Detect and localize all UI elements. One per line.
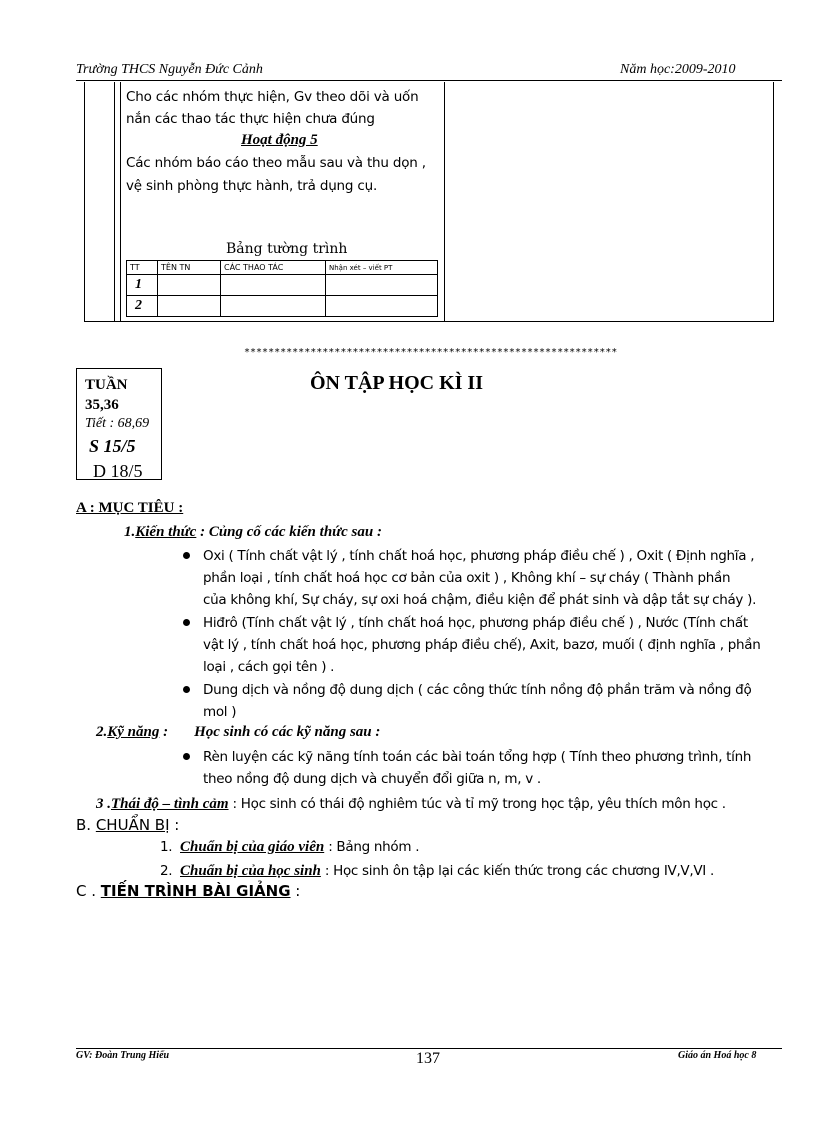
section-b-heading <box>76 816 179 834</box>
report-header-cell: TÊN TN <box>158 261 221 275</box>
header-rule <box>76 80 782 81</box>
knowledge-item-1-line: phần loại , tính chất hoá học cơ bản của oxit ) , Không khí – sự cháy ( Thành phần <box>203 570 731 586</box>
knowledge-item-1 <box>203 545 783 611</box>
section-c-heading <box>76 882 300 900</box>
week-box <box>76 368 162 480</box>
row-number: 2 <box>127 296 158 317</box>
attitude-num: 3 . <box>96 796 111 812</box>
skill-rest: Học sinh có các kỹ năng sau : <box>194 724 381 740</box>
prep-item-num: 1. <box>160 839 173 855</box>
knowledge-num: 1. <box>124 524 136 540</box>
attitude-line <box>96 793 726 815</box>
row-number: 1 <box>127 275 158 296</box>
skill-colon: : <box>159 724 169 740</box>
instruction-line-3: Các nhóm báo cáo theo mẫu sau và thu dọn , <box>126 155 426 171</box>
knowledge-item-2-line: vật lý , tính chất hoá học, phương pháp điều chế), Axit, bazơ, muối ( định nghĩa , phần <box>203 637 761 653</box>
skill-heading <box>96 724 380 741</box>
section-a-label: A : MỤC TIÊU : <box>76 500 184 516</box>
school-name: Trường THCS Nguyễn Đức Cảnh <box>76 62 263 77</box>
report-header-cell: CÁC THAO TÁC <box>221 261 326 275</box>
page-title: ÔN TẬP HỌC KÌ II <box>310 372 483 394</box>
report-title: Bảng tường trình <box>226 241 348 257</box>
knowledge-item-1-line: của không khí, Sự cháy, sự oxi hoá chậm, điều kiện để phát sinh và dập tắt sự cháy ). <box>203 592 757 608</box>
lesson-table <box>84 82 774 322</box>
skill-item-line: Rèn luyện các kỹ năng tính toán các bài toán tổng hợp ( Tính theo phương trình, tính <box>203 749 752 765</box>
prep-item-label: Chuẩn bị của giáo viên <box>180 839 325 855</box>
bullet-icon <box>183 686 190 693</box>
school-year: Năm học:2009-2010 <box>620 62 736 77</box>
activity-heading: Hoạt động 5 <box>241 132 318 148</box>
attitude-rest: : Học sinh có thái độ nghiêm túc và tỉ mỹ trong học tập, yêu thích môn học . <box>228 796 726 812</box>
knowledge-rest: : Củng cố các kiến thức sau : <box>196 524 382 540</box>
bullet-icon <box>183 753 190 760</box>
skill-label: Kỹ năng <box>107 724 160 740</box>
skill-item <box>203 746 783 790</box>
prep-item-rest: : Bảng nhóm . <box>324 839 420 855</box>
bullet-icon <box>183 552 190 559</box>
section-c-suffix: : <box>290 882 301 900</box>
footer-rule <box>76 1048 782 1049</box>
knowledge-item-3-line: mol ) <box>203 704 237 720</box>
attitude-label: Thái độ – tình cảm <box>111 796 229 812</box>
footer-book: Giáo án Hoá học 8 <box>678 1050 757 1061</box>
instruction-line-1: Cho các nhóm thực hiện, Gv theo dõi và uốn <box>126 89 419 105</box>
table-row <box>127 296 438 317</box>
table-row <box>127 275 438 296</box>
skill-item-line: theo nồng độ dung dịch và chuyển đổi giữa n, m, v . <box>203 771 541 787</box>
prep-item-2 <box>160 860 714 882</box>
knowledge-heading <box>124 524 382 541</box>
week-number: TUẦN 35,36 <box>85 377 128 413</box>
knowledge-item-3 <box>203 679 783 723</box>
report-header-row <box>127 261 438 275</box>
prep-item-rest: : Học sinh ôn tập lại các kiến thức trong các chương IV,V,VI . <box>320 863 714 879</box>
section-b-suffix: : <box>169 816 180 834</box>
report-header-cell: TT <box>127 261 158 275</box>
knowledge-item-2-line: loại , cách gọi tên ) . <box>203 659 335 675</box>
report-table <box>126 260 438 317</box>
instruction-line-4: vệ sinh phòng thực hành, trả dụng cụ. <box>126 178 378 194</box>
instruction-line-2: nắn các thao tác thực hiện chưa đúng <box>126 111 375 127</box>
section-c-prefix: C . <box>76 882 101 900</box>
bullet-icon <box>183 619 190 626</box>
page-number: 137 <box>416 1050 440 1067</box>
prep-item-num: 2. <box>160 863 173 879</box>
knowledge-label: Kiến thức <box>135 524 197 540</box>
section-b-label: CHUẨN BỊ <box>95 816 170 834</box>
knowledge-item-3-line: Dung dịch và nồng độ dung dịch ( các công thức tính nồng độ phần trăm và nồng độ <box>203 682 752 698</box>
prep-item-label: Chuẩn bị của học sinh <box>180 863 321 879</box>
section-a-heading <box>76 500 183 517</box>
s-date: S 15/5 <box>89 436 136 456</box>
d-date: D 18/5 <box>93 461 143 481</box>
knowledge-item-2 <box>203 612 783 678</box>
prep-item-1 <box>160 836 419 858</box>
knowledge-item-1-line: Oxi ( Tính chất vật lý , tính chất hoá học, phương pháp điều chế ) , Oxit ( Định nghĩa , <box>203 548 755 564</box>
section-b-prefix: B. <box>76 816 96 834</box>
lesson-number: Tiết : 68,69 <box>85 416 150 431</box>
report-header-cell: Nhận xét – viết PT <box>326 261 438 275</box>
section-c-label: TIẾN TRÌNH BÀI GIẢNG <box>100 882 291 900</box>
skill-num: 2. <box>96 724 108 740</box>
knowledge-item-2-line: Hiđrô (Tính chất vật lý , tính chất hoá học, phương pháp điều chế ) , Nước (Tính chất <box>203 615 748 631</box>
separator-stars: ************************************************************** <box>244 347 618 358</box>
footer-teacher: GV: Đoàn Trung Hiếu <box>76 1050 170 1061</box>
